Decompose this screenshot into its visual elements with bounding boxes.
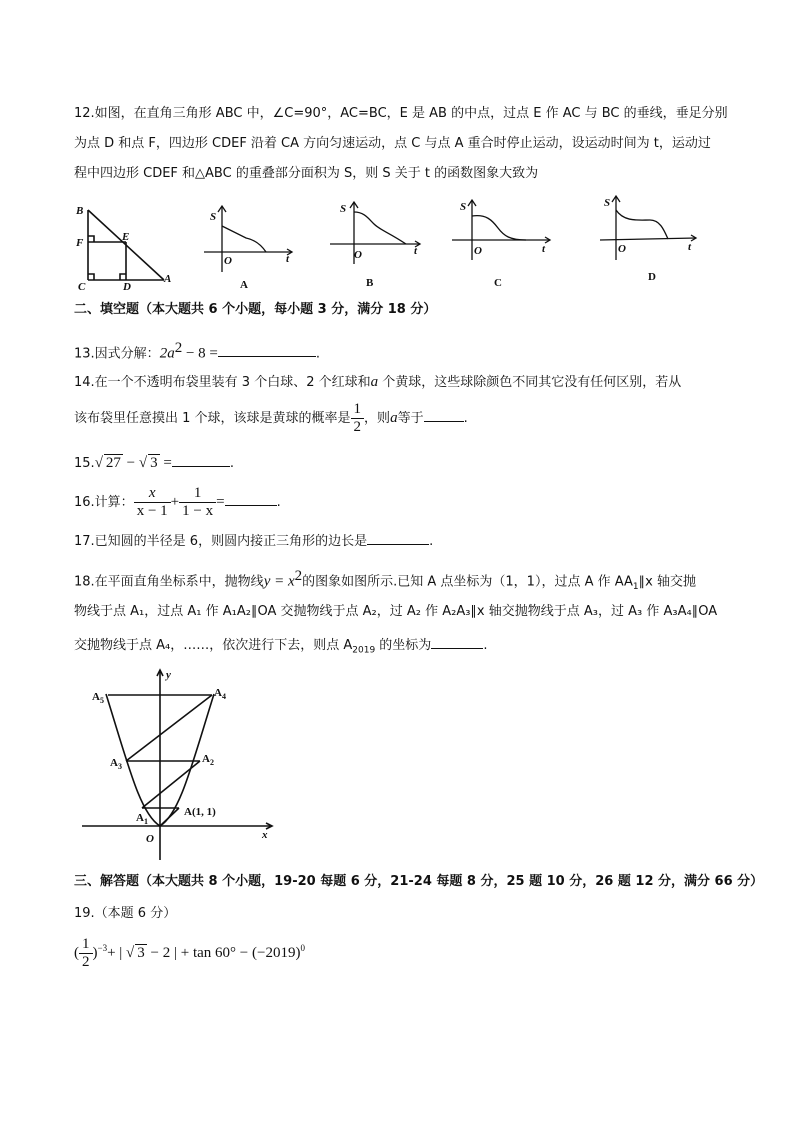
fig-a: A(1, 1): [184, 806, 216, 818]
q12-line2: 为点 D 和点 F，四边形 CDEF 沿着 CA 方向匀速运动，点 C 与点 A 重合时停止运动，设运动时间为 t，运动过: [74, 136, 711, 151]
q17: [74, 530, 433, 552]
graph-b-o: O: [354, 249, 362, 261]
q19-paren-open: (: [74, 945, 79, 961]
section2-heading: 二、填空题（本大题共 6 个小题，每小题 3 分，满分 18 分）: [74, 302, 437, 317]
q19-sqrt-sign: √: [126, 945, 135, 961]
q18-line2: 物线于点 A₁，过点 A₁ 作 A₁A₂∥OA 交抛物线于点 A₂，过 A₂ 作 A₂A₃∥x 轴交抛物线于点 A₃，过 A₃ 作 A₃A₄∥OA: [74, 604, 718, 619]
option-b-label: B: [366, 277, 374, 289]
q16-fraction-2: [179, 485, 216, 520]
q18-sub-1: 1: [632, 581, 639, 592]
q17-answer-blank[interactable]: [367, 530, 429, 545]
q16-eq: =: [216, 494, 225, 510]
q16: [74, 482, 281, 523]
label-f: F: [76, 237, 84, 249]
q17-text: 17.已知圆的半径是 6，则圆内接正三角形的边长是: [74, 534, 368, 549]
q18-text-d: 交抛物线于点 A₄，……，依次进行下去，则点 A: [74, 638, 353, 653]
q18-line3: [74, 634, 487, 661]
label-a: A: [164, 273, 172, 285]
q19-paren-close: ): [92, 945, 98, 961]
q18-func: y = x: [263, 573, 295, 590]
graph-b-t: t: [414, 245, 418, 257]
q12-line1: 12.如图，在直角三角形 ABC 中，∠C=90°，AC=BC，E 是 AB 的中点，过点 E 作 AC 与 BC 的垂线，垂足分别: [74, 106, 728, 121]
fig-a5: $A_5$: [92, 691, 104, 705]
q13: [74, 338, 320, 364]
q14-fraction: [351, 401, 365, 436]
q14-end: .: [463, 411, 468, 426]
q16-end: .: [276, 495, 281, 510]
graph-b-s: S: [340, 203, 347, 215]
q12-graph-b: [324, 196, 428, 292]
graph-c-t: t: [542, 243, 546, 255]
q16-f2-num: 1: [179, 485, 216, 503]
q15-eq: =: [159, 455, 172, 471]
q18-answer-blank[interactable]: [431, 634, 483, 649]
graph-a-s: S: [210, 211, 217, 223]
q16-prefix: 16.计算：: [74, 495, 134, 510]
section3-heading: 三、解答题（本大题共 8 个小题，19-20 每题 6 分，21-24 每题 8 分，25 题 10 分，26 题 12 分，满分 66 分）: [74, 874, 764, 889]
q18-text-e: 的坐标为: [375, 638, 432, 653]
q19-frac-num: 1: [79, 936, 93, 954]
q12-graph-c: [446, 194, 556, 292]
q16-f1-den: x − 1: [136, 503, 168, 519]
q13-expr-a: 2a: [159, 345, 175, 362]
graph-a-o: O: [224, 255, 232, 267]
graph-c-s: S: [460, 201, 467, 213]
graph-d-o: O: [618, 243, 626, 255]
q12-graph-a: [198, 200, 298, 292]
q19-expression: [74, 928, 305, 973]
q15-sqrt-sign-1: √: [94, 455, 103, 471]
fig-a4: $A_4$: [214, 687, 226, 701]
q14-var-a2: a: [390, 410, 398, 426]
q19-exp2: 0: [300, 943, 305, 953]
q19-title: 19.（本题 6 分）: [74, 906, 177, 921]
q15-prefix: 15.: [74, 456, 95, 471]
q14-text-a: 14.在一个不透明布袋里装有 3 个白球、2 个红球和: [74, 375, 371, 390]
q19-radicand: 3: [137, 945, 145, 961]
q15-minus: −: [122, 455, 139, 471]
q15-end: .: [229, 456, 234, 471]
q17-end: .: [429, 534, 434, 549]
q14-text-d: ，则: [364, 411, 391, 426]
label-e: E: [122, 231, 130, 243]
q16-plus: +: [170, 494, 180, 510]
q13-answer-blank[interactable]: [218, 342, 316, 357]
q12-line3: 程中四边形 CDEF 和△ABC 的重叠部分面积为 S，则 S 关于 t 的函数图象大致为: [74, 166, 539, 181]
q19-frac-den: 2: [82, 954, 90, 971]
graph-d-s: S: [604, 197, 611, 209]
q14-var-a: a: [370, 374, 379, 390]
q16-answer-blank[interactable]: [225, 491, 277, 506]
q18-func-exp: 2: [294, 568, 303, 584]
q13-exp: 2: [174, 340, 183, 356]
q16-f1-num: x: [134, 485, 171, 503]
q15-radicand-1: 27: [105, 455, 121, 471]
fig-a3: $A_3$: [110, 757, 122, 771]
q15-sqrt-sign-2: √: [138, 455, 148, 471]
option-c-label: C: [494, 277, 502, 289]
fig-y-label: y: [166, 669, 171, 681]
q14-line2: [74, 400, 468, 437]
q18-end: .: [483, 638, 488, 653]
q19-fraction: [79, 936, 93, 971]
fig-a2: $A_2$: [202, 753, 214, 767]
q15-radicand-2: 3: [150, 455, 158, 471]
q13-expr-b: − 8 =: [182, 345, 218, 362]
q15: [74, 452, 234, 474]
graph-a-t: t: [286, 253, 290, 265]
q14-text-c: 该布袋里任意摸出 1 个球，该球是黄球的概率是: [74, 411, 351, 426]
q14-line1: [74, 372, 681, 393]
q13-end: .: [315, 346, 320, 362]
fig-a1: $A_1$: [136, 812, 148, 826]
label-d: D: [123, 281, 131, 292]
q14-frac-num: 1: [351, 401, 365, 419]
q18-sub-2019: 2019: [352, 645, 376, 656]
q18-text-c: ∥x 轴交抛: [638, 574, 696, 590]
q12-graph-d: [594, 190, 704, 288]
q14-frac-den: 2: [353, 419, 362, 435]
graph-d-t: t: [688, 241, 692, 253]
q16-fraction-1: [134, 485, 171, 520]
q13-prefix: 13.因式分解：: [74, 346, 160, 362]
q18-parabola-figure: [78, 664, 278, 864]
label-c: C: [78, 281, 86, 292]
q19-mid2: − 2 | + tan 60° − (−2019): [146, 945, 301, 961]
q14-answer-blank[interactable]: [424, 407, 464, 422]
q19-mid: + |: [107, 945, 127, 961]
q18-text-a: 18.在平面直角坐标系中，抛物线: [74, 574, 264, 590]
fig-x-label: x: [262, 829, 268, 841]
q18-line1: [74, 566, 696, 597]
label-b: B: [76, 205, 84, 217]
graph-c-o: O: [474, 245, 482, 257]
q19-exp1: −3: [97, 943, 108, 953]
option-a-label: A: [240, 279, 248, 291]
q15-answer-blank[interactable]: [172, 452, 230, 467]
q14-text-e: 等于: [397, 411, 424, 426]
q14-text-b: 个黄球，这些球除颜色不同其它没有任何区别，若从: [378, 375, 682, 390]
fig-o: O: [146, 833, 154, 845]
q12-triangle-figure: [72, 200, 182, 292]
q16-f2-den: 1 − x: [182, 503, 214, 519]
q18-text-b: 的图象如图所示.已知 A 点坐标为（1，1），过点 A 作 AA: [302, 574, 633, 590]
option-d-label: D: [648, 271, 656, 283]
